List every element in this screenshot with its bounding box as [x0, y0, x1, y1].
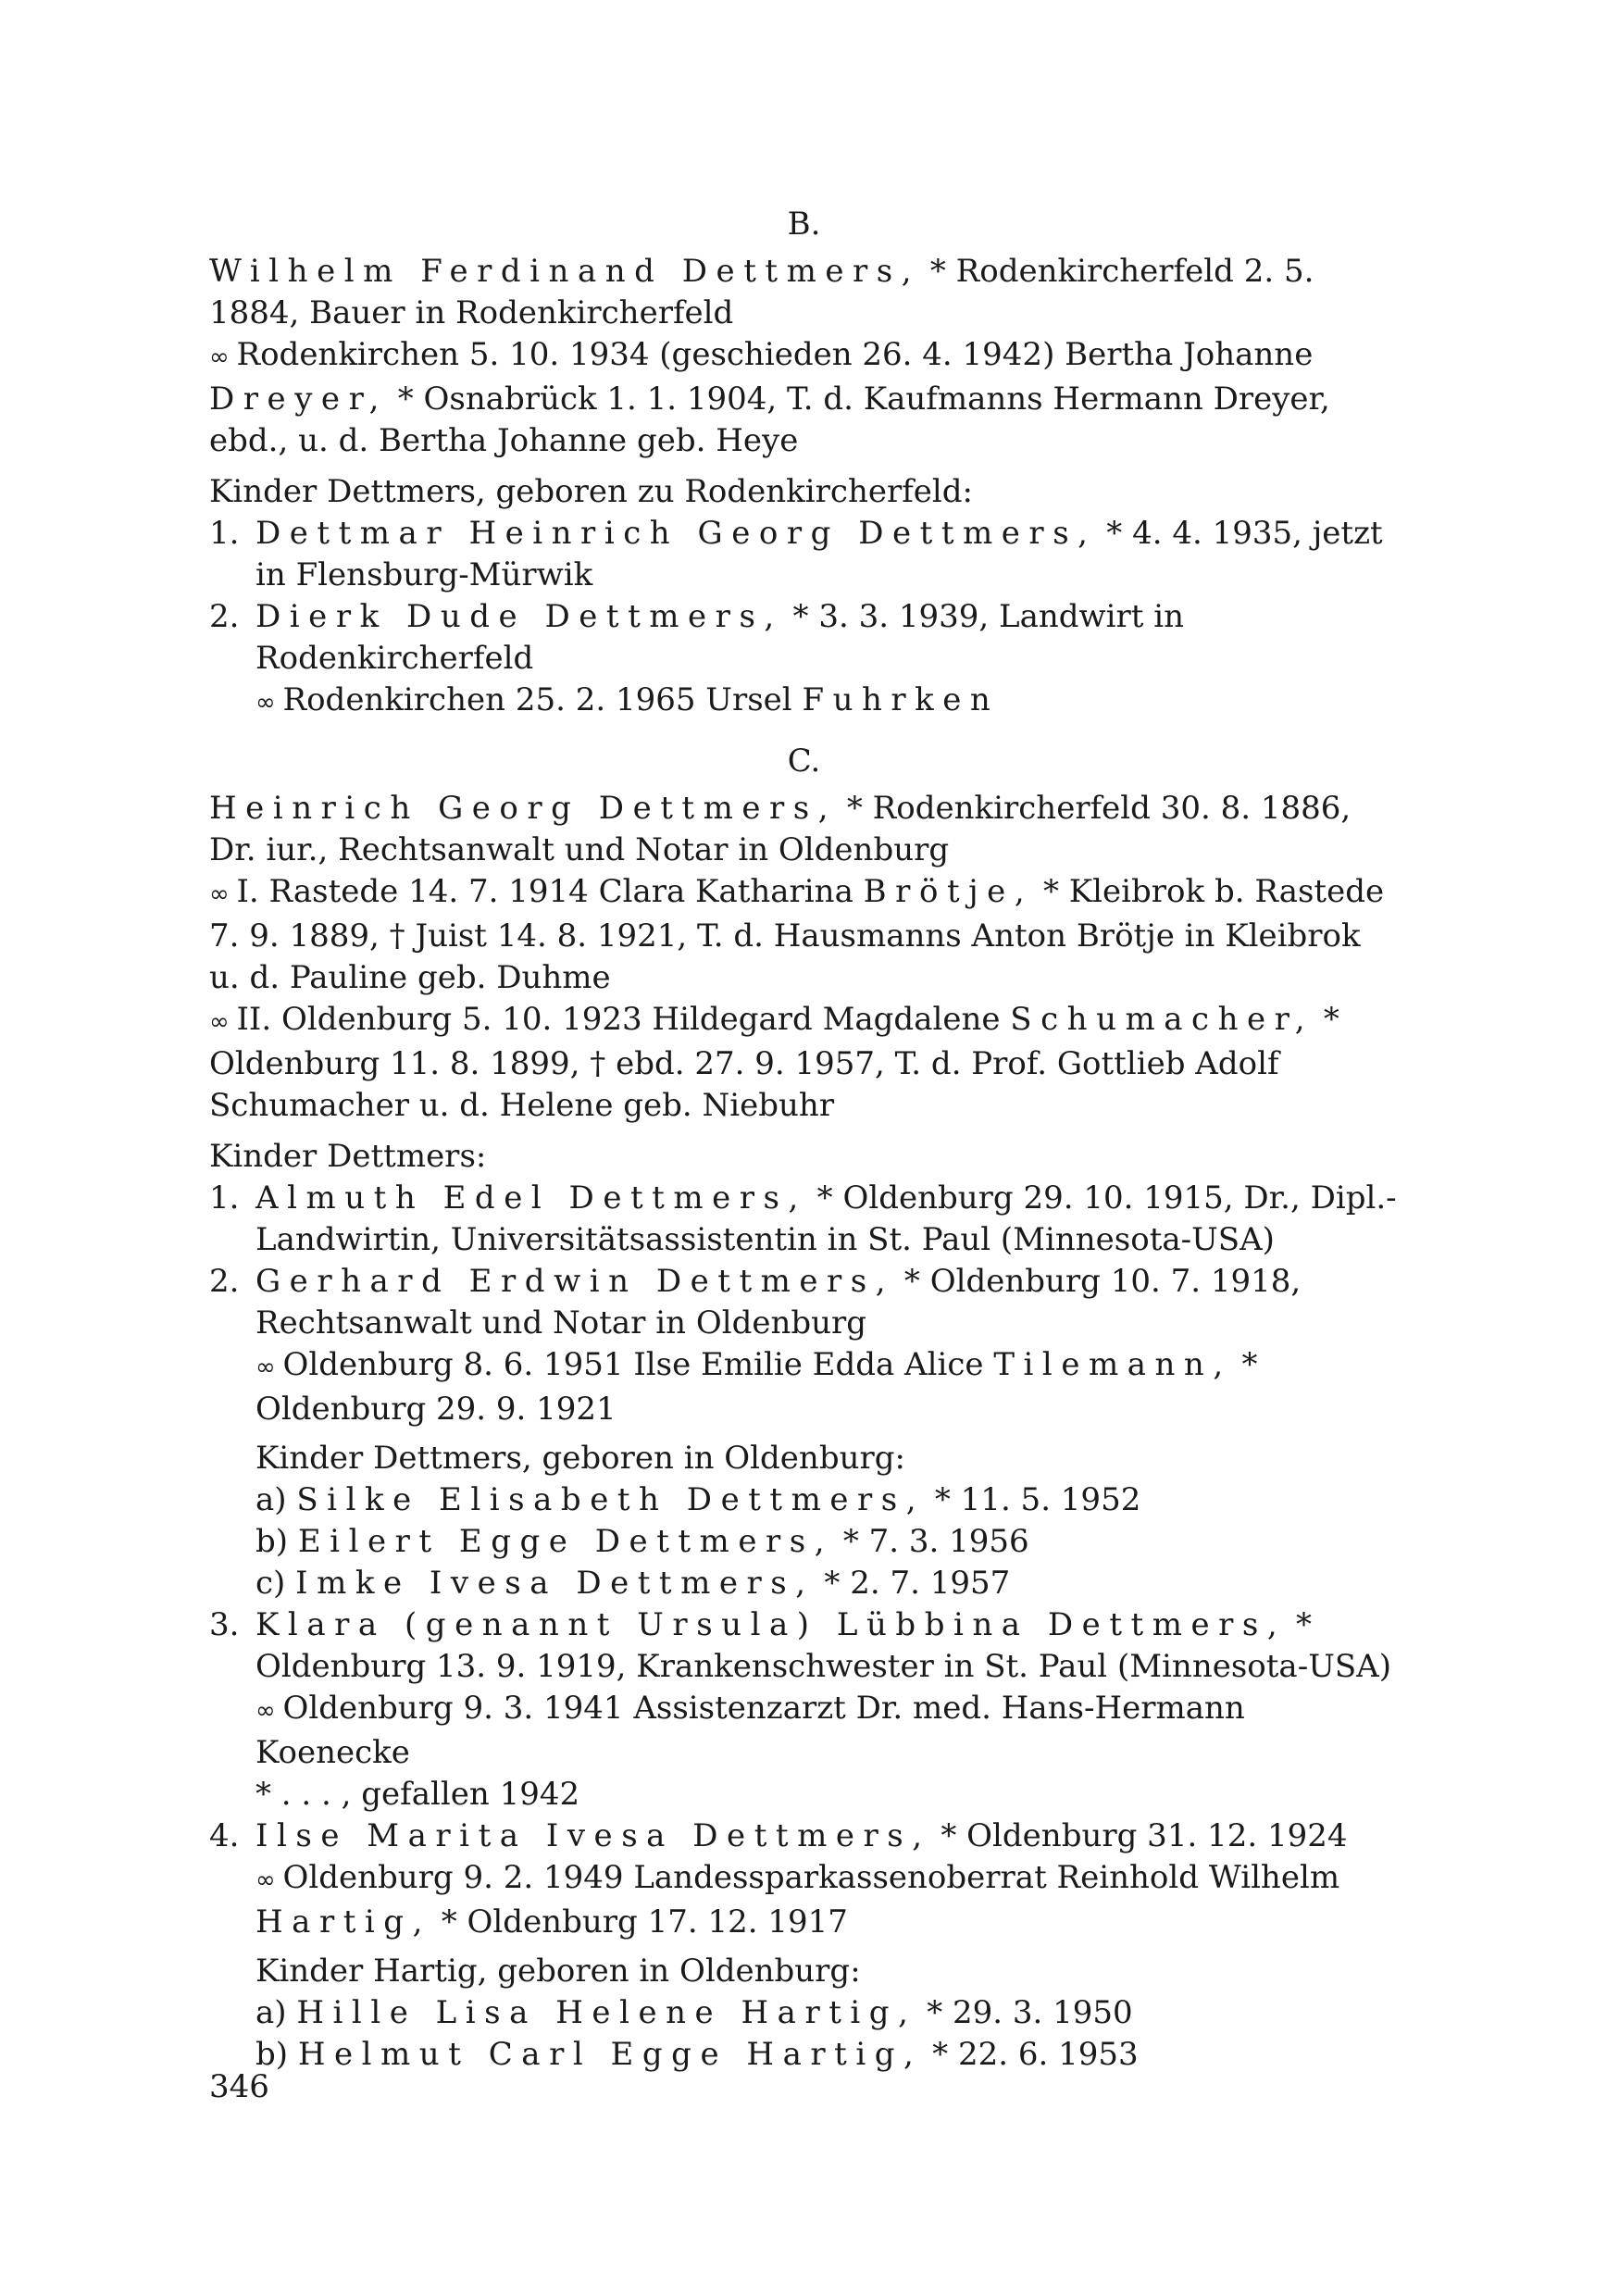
child-number: 3. [209, 1606, 240, 1643]
marriage-text: Rodenkirchen 25. 2. 1965 Ursel [272, 681, 803, 718]
grandchild-number: b) [255, 1523, 289, 1560]
marriage-text: Oldenburg 9. 2. 1949 Landessparkassenoberrat Reinhold Wilhelm [272, 1859, 1340, 1896]
grandchild-number: c) [255, 1565, 286, 1602]
grandchildren-heading: Kinder Hartig, geboren in Oldenburg: [255, 1953, 861, 1990]
child-details: * Oldenburg 31. 12. 1924 [930, 1817, 1348, 1854]
section-heading: B. [787, 206, 821, 243]
spouse-surname: Brötje, [863, 873, 1034, 910]
child-number: 2. [209, 1263, 240, 1300]
spouse-surname: Schumacher, [1010, 1001, 1314, 1038]
child-details: * Oldenburg 13. 9. 1919, Krankenschwester in St. Paul (Minnesota-USA) [255, 1606, 1391, 1685]
grandchildren-list [255, 1992, 1399, 2076]
marriage-entry [209, 334, 1399, 462]
marriage-icon: ∞ [209, 1008, 227, 1036]
spouse-surname: Hartig, [255, 1903, 431, 1940]
children-heading: Kinder Dettmers: [209, 1138, 487, 1175]
person-details: * Rodenkircherfeld 30. 8. 1886, Dr. iur., Rechtsanwalt und Notar in Oldenburg [209, 790, 1352, 868]
child-entry [209, 1816, 1399, 2076]
person-entry [209, 251, 1399, 334]
child-name: Dierk Dude Dettmers, [255, 598, 783, 635]
child-number: 1. [209, 1179, 240, 1217]
marriage-details: * . . . , gefallen 1942 [255, 1776, 580, 1813]
child-number: 1. [209, 515, 240, 552]
marriage-details: * Oldenburg 17. 12. 1917 [430, 1903, 848, 1940]
child-number: 4. [209, 1817, 240, 1854]
person-entry [209, 788, 1399, 871]
grandchild-number: b) [255, 2036, 289, 2073]
grandchild-details: * 22. 6. 1953 [922, 2036, 1139, 2073]
child-details: * Oldenburg 29. 10. 1915, Dr., Dipl.-Landwirtin, Universitätsassistentin in St. Paul (Minnesota-USA) [255, 1179, 1397, 1258]
grandchild-entry [255, 2034, 1399, 2076]
spouse-surname: Tilemann, [993, 1346, 1232, 1383]
marriage-details: * Kleibrok b. Rastede 7. 9. 1889, † Juist 14. 8. 1921, T. d. Hausmanns Anton Brötje in Kleibrok u. d. Pauline geb. Duhme [209, 873, 1385, 996]
page-number: 346 [209, 2068, 269, 2105]
marriage-icon: ∞ [209, 343, 227, 371]
child-details: * Oldenburg 10. 7. 1918, Rechtsanwalt und Notar in Oldenburg [255, 1263, 1302, 1341]
marriage-icon: ∞ [255, 1697, 273, 1725]
marriage-details: * Oldenburg 11. 8. 1899, † ebd. 27. 9. 1957, T. d. Prof. Gottlieb Adolf Schumacher u. d. Helene geb. Niebuhr [209, 1001, 1339, 1124]
marriage-entry [209, 871, 1399, 999]
marriage-icon: ∞ [255, 1354, 273, 1381]
child-name: Almuth Edel Dettmers, [255, 1179, 807, 1217]
child-name: Dettmar Heinrich Georg Dettmers, [255, 515, 1097, 552]
child-entry [209, 1261, 1399, 1604]
marriage-text: I. Rastede 14. 7. 1914 Clara Katharina [226, 873, 864, 910]
grandchildren-heading: Kinder Dettmers, geboren in Oldenburg: [255, 1440, 905, 1477]
children-heading: Kinder Dettmers, geboren zu Rodenkircherfeld: [209, 473, 974, 510]
child-entry [209, 513, 1399, 596]
spouse-surname: Dreyer, [209, 381, 388, 418]
person-name: Heinrich Georg Dettmers, [209, 790, 838, 827]
grandchildren-list [255, 1479, 1399, 1604]
grandchild-number: a) [255, 1481, 287, 1518]
grandchild-name: Helmut Carl Egge Hartig, [297, 2036, 923, 2073]
grandchild-details: * 29. 3. 1950 [916, 1994, 1133, 2031]
marriage-text: Rodenkirchen 5. 10. 1934 (geschieden 26. 4. 1942) Bertha Johanne [226, 336, 1314, 373]
grandchild-details: * 2. 7. 1957 [814, 1565, 1011, 1602]
grandchild-name: Silke Elisabeth Dettmers, [296, 1481, 926, 1518]
section-c [209, 741, 1399, 2076]
child-details: * 4. 4. 1935, jetzt in Flensburg-Mürwik [255, 515, 1383, 593]
grandchild-entry [255, 1992, 1399, 2034]
person-name: Wilhelm Ferdinand Dettmers, [209, 253, 921, 290]
grandchild-name: Hille Lisa Helene Hartig, [296, 1994, 917, 2031]
grandchild-entry [255, 1563, 1399, 1604]
section-b [209, 204, 1399, 724]
person-details: * Rodenkircherfeld 2. 5. 1884, Bauer in Rodenkircherfeld [209, 253, 1314, 331]
grandchild-name: Imke Ivesa Dettmers, [295, 1565, 815, 1602]
marriage-icon: ∞ [255, 1866, 273, 1894]
grandchild-name: Eilert Egge Dettmers, [297, 1523, 834, 1560]
marriage-details: * Osnabrück 1. 1. 1904, T. d. Kaufmanns Hermann Dreyer, ebd., u. d. Bertha Johanne geb. Heye [209, 381, 1330, 459]
marriage-text: Oldenburg 9. 3. 1941 Assistenzarzt Dr. med. Hans-Hermann Koenecke [255, 1690, 1245, 1771]
grandchild-entry [255, 1521, 1399, 1563]
marriage-text: II. Oldenburg 5. 10. 1923 Hildegard Magdalene [226, 1001, 1011, 1038]
marriage-text: Oldenburg 8. 6. 1951 Ilse Emilie Edda Alice [272, 1346, 994, 1383]
grandchild-number: a) [255, 1994, 287, 2031]
child-details: * 3. 3. 1939, Landwirt in Rodenkircherfeld [255, 598, 1184, 677]
section-heading: C. [787, 742, 821, 780]
grandchild-details: * 11. 5. 1952 [925, 1481, 1141, 1518]
child-number: 2. [209, 598, 240, 635]
child-name: Ilse Marita Ivesa Dettmers, [255, 1817, 931, 1854]
child-name: Gerhard Erdwin Dettmers, [255, 1263, 895, 1300]
marriage-icon: ∞ [209, 880, 227, 908]
child-name: Klara (genannt Ursula) Lübbina Dettmers, [255, 1606, 1287, 1643]
marriage-details: * Oldenburg 29. 9. 1921 [255, 1346, 1258, 1428]
marriage-icon: ∞ [255, 689, 273, 717]
child-entry [209, 1604, 1399, 1816]
grandchild-details: * 7. 3. 1956 [833, 1523, 1029, 1560]
child-entry [209, 596, 1399, 724]
child-entry [209, 1178, 1399, 1261]
spouse-surname: Fuhrken [802, 681, 1000, 718]
marriage-entry [209, 999, 1399, 1127]
grandchild-entry [255, 1479, 1399, 1521]
